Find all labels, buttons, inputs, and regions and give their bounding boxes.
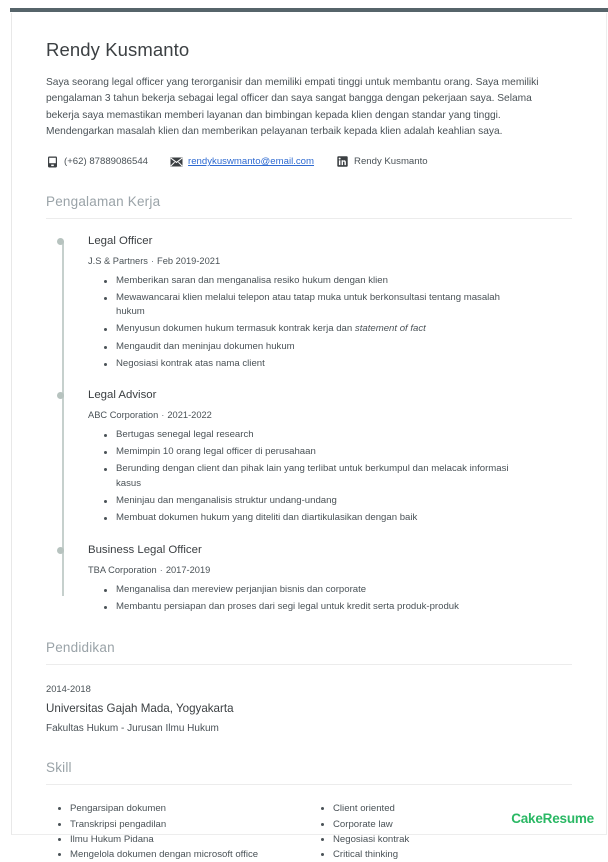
page-title: Rendy Kusmanto bbox=[46, 39, 190, 60]
experience-timeline bbox=[46, 235, 572, 615]
job-meta bbox=[88, 565, 572, 575]
job-bullet bbox=[104, 322, 524, 337]
job-bullet-emphasis: statement of fact bbox=[354, 323, 426, 335]
skill-item: Critical thinking bbox=[321, 847, 572, 862]
cakeresume-logo[interactable]: CakeResume bbox=[511, 811, 594, 826]
contact-phone bbox=[46, 156, 148, 168]
timeline-line bbox=[62, 241, 64, 597]
job-bullet: Negosiasi kontrak atas nama client bbox=[104, 357, 524, 372]
experience-item bbox=[88, 544, 572, 615]
job-bullet-list bbox=[104, 583, 572, 615]
skill-item: Transkripsi pengadilan bbox=[58, 817, 309, 832]
job-meta-separator: · bbox=[159, 564, 163, 575]
contact-phone-value: (+62) 87889086544 bbox=[64, 156, 149, 168]
education-major: Fakultas Hukum - Jurusan Ilmu Hukum bbox=[46, 723, 219, 735]
job-title: Legal Officer bbox=[88, 234, 153, 247]
job-period: 2017-2019 bbox=[165, 564, 211, 575]
skill-item: Negosiasi kontrak bbox=[321, 832, 572, 847]
job-meta bbox=[88, 410, 572, 420]
linkedin-icon bbox=[336, 156, 348, 168]
section-title-skills: Skill bbox=[46, 760, 572, 785]
job-bullet: Mengaudit dan meninjau dokumen hukum bbox=[104, 340, 524, 355]
contact-email-link[interactable]: rendykuswmanto@email.com bbox=[188, 156, 315, 168]
section-skills bbox=[46, 760, 572, 862]
education-school: Universitas Gajah Mada, Yogyakarta bbox=[46, 702, 234, 716]
job-bullet: Berunding dengan client dan pihak lain yang terlibat untuk berkumpul dan melacak informasi kasus bbox=[104, 462, 524, 491]
skills-columns bbox=[46, 801, 572, 862]
profile-summary: Saya seorang legal officer yang terorganisir dan memiliki empati tinggi untuk membantu orang. Saya memiliki pengalaman 3 tahun bekerja sebagai legal officer dan saya sangat bangga dengan pekerjaan saya. Selama bekerja saya memastikan memberi layanan dan bimbingan kepada klien dengan standar yang tinggi. Mendengarkan masalah klien dan memberikan pelayanan terbaik kepada klien adalah keahlian saya. bbox=[46, 77, 539, 138]
job-bullet: Meninjau dan menganalisis struktur undang-undang bbox=[104, 494, 524, 509]
job-bullet-text: Menyusun dokumen hukum termasuk kontrak kerja dan bbox=[116, 323, 355, 335]
skill-list bbox=[58, 801, 309, 862]
job-company: J.S & Partners bbox=[88, 255, 148, 266]
education-years: 2014-2018 bbox=[46, 683, 91, 695]
contact-email[interactable] bbox=[170, 156, 314, 168]
section-title-experience: Pengalaman Kerja bbox=[46, 194, 572, 219]
section-education bbox=[46, 640, 572, 734]
job-bullet: Memberikan saran dan menganalisa resiko hukum dengan klien bbox=[104, 274, 524, 289]
job-title: Business Legal Officer bbox=[88, 543, 202, 556]
section-experience bbox=[46, 194, 572, 615]
contact-row bbox=[46, 156, 572, 168]
job-bullet: Menganalisa dan mereview perjanjian bisnis dan corporate bbox=[104, 583, 524, 598]
job-period: Feb 2019-2021 bbox=[157, 255, 221, 266]
job-bullet: Mewawancarai klien melalui telepon atau tatap muka untuk berkonsultasi tentang masalah hukum bbox=[104, 291, 524, 320]
job-company: ABC Corporation bbox=[88, 410, 159, 421]
email-icon bbox=[170, 156, 182, 168]
job-bullet-list bbox=[104, 428, 572, 526]
job-bullet: Membantu persiapan dan proses dari segi legal untuk kredit serta produk-produk bbox=[104, 600, 524, 615]
job-period: 2021-2022 bbox=[167, 410, 212, 421]
skill-item: Mengelola dokumen dengan microsoft office bbox=[58, 847, 309, 862]
experience-item bbox=[88, 235, 572, 372]
education-item bbox=[46, 683, 572, 734]
job-meta-separator: · bbox=[150, 255, 155, 266]
timeline-dot-icon bbox=[57, 547, 64, 554]
job-bullet: Membuat dokumen hukum yang diteliti dan diartikulasikan dengan baik bbox=[104, 511, 524, 526]
job-company: TBA Corporation bbox=[88, 564, 157, 575]
skill-item: Ilmu Hukum Pidana bbox=[58, 832, 309, 847]
skills-column-left bbox=[46, 801, 309, 862]
timeline-dot-icon bbox=[57, 238, 64, 245]
contact-linkedin[interactable] bbox=[336, 156, 428, 168]
job-bullet: Memimpin 10 orang legal officer di perusahaan bbox=[104, 445, 524, 460]
job-meta bbox=[88, 256, 572, 266]
resume-sheet bbox=[11, 13, 607, 861]
contact-linkedin-value: Rendy Kusmanto bbox=[354, 156, 428, 168]
job-bullet: Bertugas senegal legal research bbox=[104, 428, 524, 443]
skill-item: Client oriented bbox=[321, 801, 572, 816]
job-title: Legal Advisor bbox=[88, 389, 157, 402]
skill-item: Corporate law bbox=[321, 817, 572, 832]
skill-item: Pengarsipan dokumen bbox=[58, 801, 309, 816]
experience-item bbox=[88, 389, 572, 526]
job-bullet-list bbox=[104, 274, 572, 372]
phone-icon bbox=[46, 156, 58, 168]
section-title-education: Pendidikan bbox=[46, 640, 572, 665]
job-meta-separator: · bbox=[161, 410, 165, 421]
top-accent-bar bbox=[10, 8, 608, 12]
